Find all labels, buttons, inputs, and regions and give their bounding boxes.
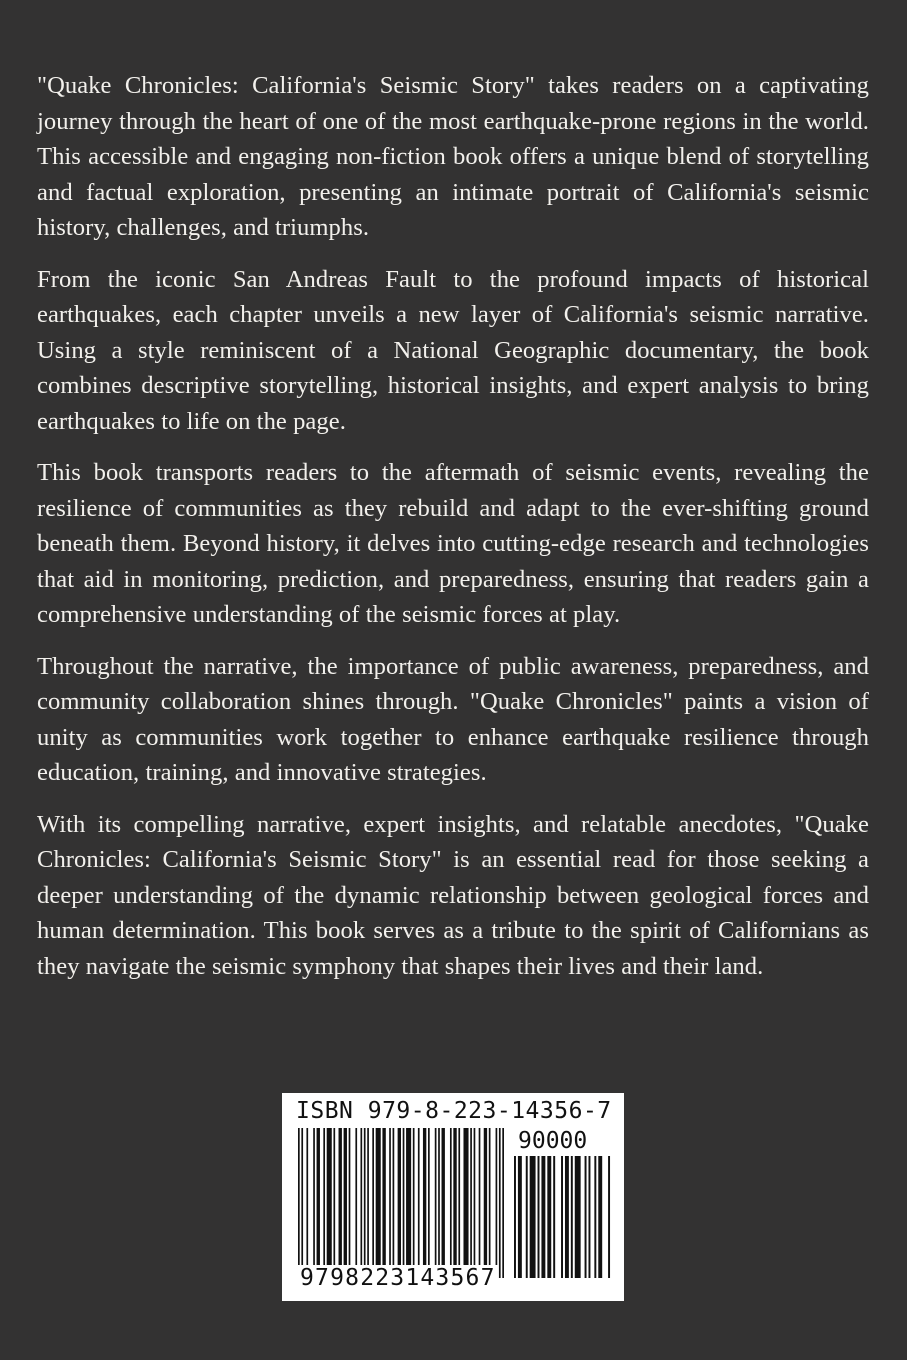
barcode-bar — [301, 1128, 303, 1278]
barcode-bar — [541, 1156, 545, 1278]
barcode-bar — [423, 1128, 426, 1278]
barcode-bar — [450, 1128, 452, 1278]
barcode-bar — [442, 1128, 445, 1278]
barcode-bar — [398, 1128, 401, 1278]
barcode-bar — [367, 1128, 369, 1278]
barcode-bar — [585, 1156, 587, 1278]
barcode-bar — [298, 1128, 300, 1278]
barcode-bar — [418, 1128, 420, 1278]
barcode-bar — [594, 1156, 596, 1278]
barcode-bar — [553, 1156, 555, 1278]
barcode-bar — [458, 1128, 460, 1278]
barcode-bar — [514, 1156, 516, 1278]
barcode-bar — [428, 1128, 430, 1278]
barcode-bar — [496, 1128, 498, 1278]
isbn-barcode — [282, 1093, 624, 1301]
barcode-bar — [333, 1128, 335, 1278]
description-paragraph-5: With its compelling narrative, expert insights, and relatable anecdotes, "Quake Chronicles: California's Seismic Story" is an essential read for those seeking a deeper understanding of the dynamic relationship between geological forces and human determination. This book serves as a tribute to the spirit of Californians as they navigate the seismic symphony that shapes their lives and their land. — [37, 810, 869, 980]
barcode-bar — [499, 1128, 501, 1278]
barcode-bar — [389, 1128, 391, 1278]
price-code: 90000 — [518, 1128, 588, 1154]
isbn-label: ISBN 979-8-223-14356-7 — [296, 1098, 612, 1124]
barcode-bar — [470, 1128, 472, 1278]
barcode-bar — [344, 1128, 347, 1278]
barcode-bar — [575, 1156, 581, 1278]
barcode-bar — [489, 1128, 491, 1278]
barcode-bar — [484, 1128, 487, 1278]
barcode-bar — [317, 1128, 320, 1278]
description-paragraph-3: This book transports readers to the aftermath of seismic events, revealing the resilience of communities as they rebuild and adapt to the ever-shifting ground beneath them. Beyond history, it delves into cutting-edge research and technologies that aid in monitoring, prediction, and preparedness, ensuring that readers gain a comprehensive understanding of the seismic forces at play. — [37, 459, 869, 628]
book-description — [37, 68, 869, 1000]
ean13-bars — [298, 1128, 504, 1278]
addon-bars — [514, 1156, 612, 1278]
barcode-bar — [518, 1156, 522, 1278]
barcode-bar — [571, 1156, 573, 1278]
barcode-bar — [355, 1128, 357, 1278]
barcode-bar — [306, 1128, 308, 1278]
barcode-bar — [547, 1156, 551, 1278]
barcode-bar — [526, 1156, 528, 1278]
barcode-bar — [393, 1128, 395, 1278]
barcode-bar — [364, 1128, 366, 1278]
barcode-bar — [565, 1156, 569, 1278]
barcode-bar — [413, 1128, 415, 1278]
description-paragraph-4: Throughout the narrative, the importance of public awareness, preparedness, and community collaboration shines through. "Quake Chronicles" paints a vision of unity as communities work together to enhance earthquake resilience through education, training, and innovative strategies. — [37, 652, 869, 786]
barcode-bar — [502, 1128, 504, 1278]
barcode-bar — [588, 1156, 590, 1278]
barcode-digits: 9798223143567 — [300, 1265, 496, 1291]
barcode-bar — [382, 1128, 385, 1278]
barcode-bar — [349, 1128, 351, 1278]
barcode-bar — [327, 1128, 332, 1278]
barcode-bar — [561, 1156, 563, 1278]
barcode-bar — [479, 1128, 481, 1278]
barcode-bar — [339, 1128, 342, 1278]
barcode-bar — [360, 1128, 362, 1278]
barcode-bar — [323, 1128, 325, 1278]
barcode-bar — [608, 1156, 610, 1278]
barcode-bar — [463, 1128, 468, 1278]
barcode-bar — [313, 1128, 315, 1278]
barcode-bar — [376, 1128, 381, 1278]
barcode-bar — [598, 1156, 602, 1278]
barcode-bar — [538, 1156, 540, 1278]
barcode-bar — [474, 1128, 476, 1278]
description-paragraph-1: "Quake Chronicles: California's Seismic Story" takes readers on a captivating journey through the heart of one of the most earthquake-prone regions in the world. This accessible and engaging non-fiction book offers a unique blend of storytelling and factual exploration, presenting an intimate portrait of California's seismic history, challenges, and triumphs. — [37, 72, 869, 241]
barcode-bar — [406, 1128, 411, 1278]
barcode-bar — [530, 1156, 536, 1278]
barcode-bar — [438, 1128, 440, 1278]
barcode-bar — [435, 1128, 437, 1278]
barcode-bar — [403, 1128, 405, 1278]
barcode-bar — [372, 1128, 374, 1278]
barcode-bar — [453, 1128, 456, 1278]
description-paragraph-2: From the iconic San Andreas Fault to the profound impacts of historical earthquakes, each chapter unveils a new layer of California's seismic narrative. Using a style reminiscent of a National Geographic documentary, the book combines descriptive storytelling, historical insights, and expert analysis to bring earthquakes to life on the page. — [37, 265, 869, 435]
